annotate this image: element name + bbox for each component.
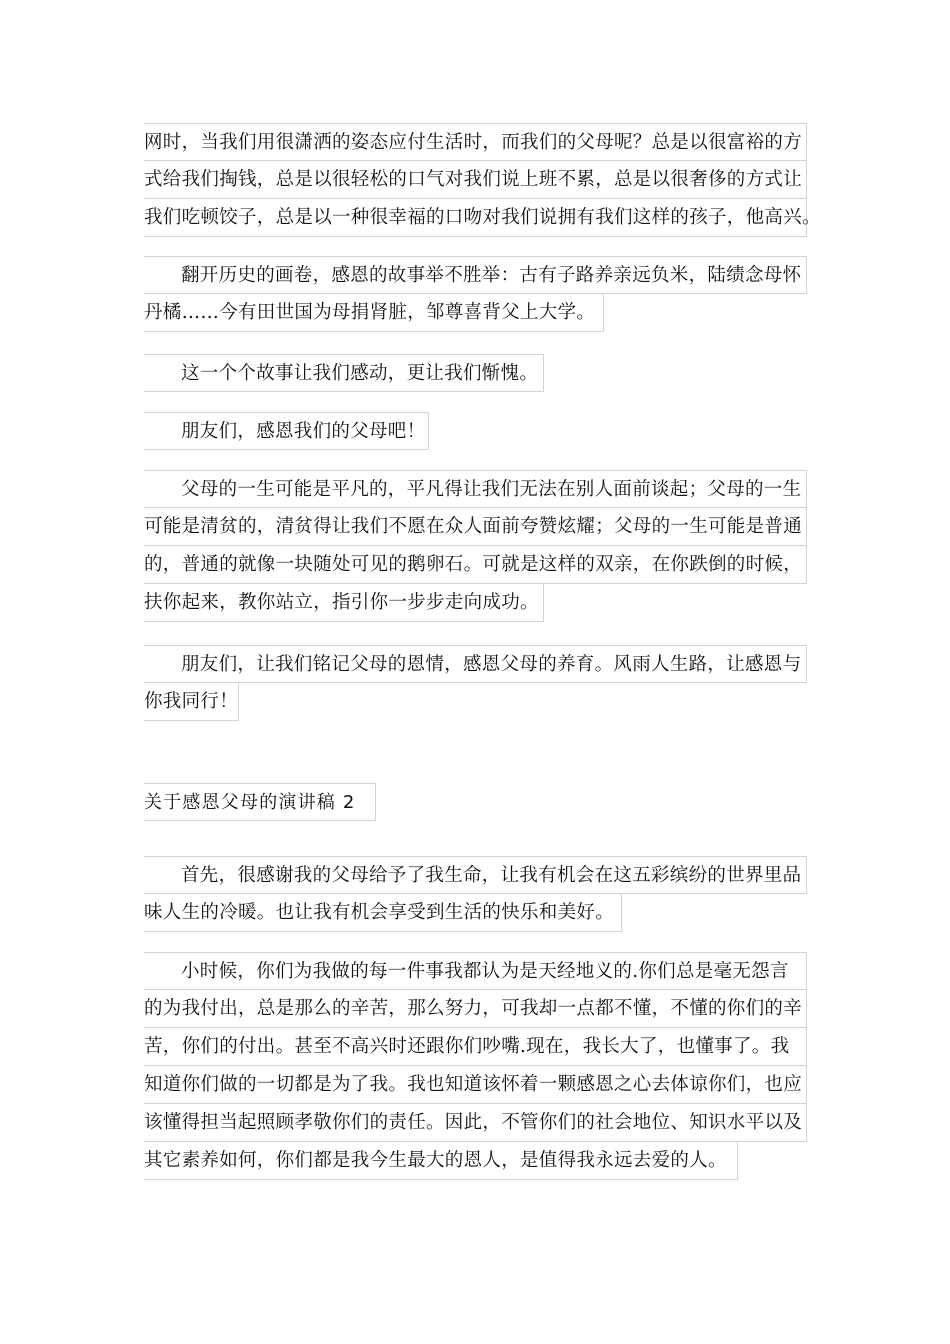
text-line: 这一个个故事让我们感动，更让我们惭愧。 bbox=[144, 354, 544, 392]
section-heading: 关于感恩父母的演讲稿 2 bbox=[144, 783, 376, 821]
text-line: 该懂得担当起照顾孝敬你们的责任。因此，不管你们的社会地位、知识水平以及 bbox=[144, 1104, 807, 1142]
text-line: 网时，当我们用很潇洒的姿态应付生活时，而我们的父母呢？总是以很富裕的方 bbox=[144, 123, 807, 161]
text-line: 扶你起来，教你站立，指引你一步步走向成功。 bbox=[144, 584, 544, 622]
text-line: 知道你们做的一切都是为了我。我也知道该怀着一颗感恩之心去体谅你们，也应 bbox=[144, 1066, 807, 1104]
text-line: 我们吃顿饺子，总是以一种很幸福的口吻对我们说拥有我们这样的孩子，他高兴。 bbox=[144, 199, 807, 237]
text-line: 其它素养如何，你们都是我今生最大的恩人，是值得我永远去爱的人。 bbox=[144, 1142, 738, 1180]
text-line: 味人生的冷暖。也让我有机会享受到生活的快乐和美好。 bbox=[144, 894, 622, 932]
text-line: 翻开历史的画卷，感恩的故事举不胜举：古有子路养亲远负米，陆绩念母怀 bbox=[144, 256, 807, 294]
text-line: 苦，你们的付出。甚至不高兴时还跟你们吵嘴.现在，我长大了，也懂事了。我 bbox=[144, 1028, 807, 1066]
text-line: 朋友们，感恩我们的父母吧！ bbox=[144, 412, 429, 450]
text-line: 的，普通的就像一块随处可见的鹅卵石。可就是这样的双亲，在你跌倒的时候， bbox=[144, 546, 807, 584]
text-line: 的为我付出，总是那么的辛苦，那么努力，可我却一点都不懂，不懂的你们的辛 bbox=[144, 990, 807, 1028]
text-line: 首先，很感谢我的父母给予了我生命，让我有机会在这五彩缤纷的世界里品 bbox=[144, 856, 807, 894]
text-line: 朋友们，让我们铭记父母的恩情，感恩父母的养育。风雨人生路，让感恩与 bbox=[144, 645, 807, 683]
text-line: 你我同行！ bbox=[144, 683, 239, 721]
text-line: 父母的一生可能是平凡的，平凡得让我们无法在别人面前谈起；父母的一生 bbox=[144, 470, 807, 508]
text-line: 小时候，你们为我做的每一件事我都认为是天经地义的.你们总是毫无怨言 bbox=[144, 952, 807, 990]
text-line: 可能是清贫的，清贫得让我们不愿在众人面前夸赞炫耀；父母的一生可能是普通 bbox=[144, 508, 807, 546]
text-line: 丹橘……今有田世国为母捐肾脏，邹尊喜背父上大学。 bbox=[144, 294, 604, 332]
text-line: 式给我们掏钱，总是以很轻松的口气对我们说上班不累，总是以很奢侈的方式让 bbox=[144, 161, 807, 199]
